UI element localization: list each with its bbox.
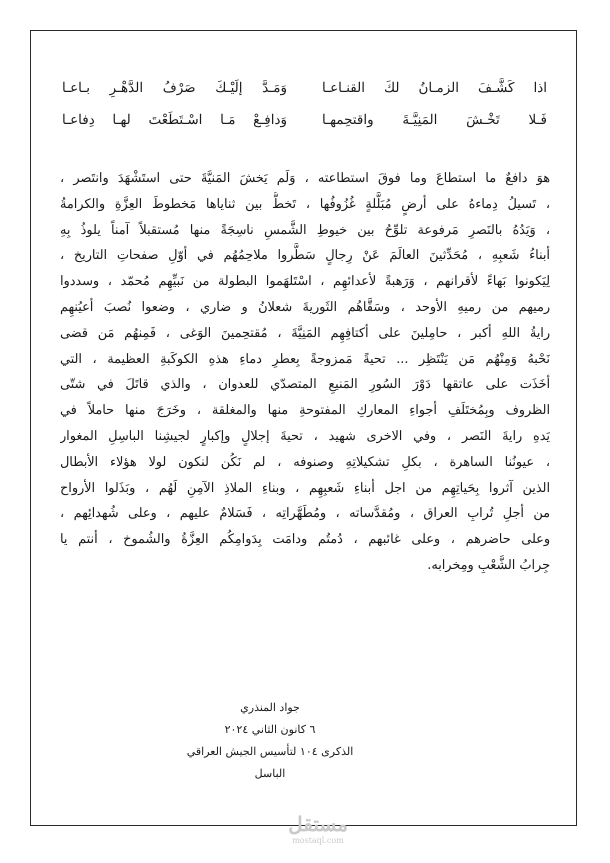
signature-block: [180, 697, 360, 780]
author-name: جواد المنذري: [240, 701, 300, 714]
body-line: أخَذَت على عاتقها دَوْرَ السُورِ المَنيعِ المتصدّي للعدوان ، والذي قاتَلَ في شتّى: [60, 377, 550, 393]
body-line: ، تَسيلُ دِماءهُ على أرضٍ مُبَلَّلةٍ غُزُوفُها ، تَخطُّ بين ثناياها مَخطوطَ العِزَّةِ والكرامةُ: [60, 196, 550, 212]
poem-line: [62, 104, 547, 136]
poem-verses: [62, 72, 547, 136]
body-line: جِرابُ الشَّعْبِ ومِخرابه.: [427, 557, 550, 573]
watermark: [258, 812, 378, 852]
poem-first-hemistich: اذا كَشَّـفَ الزمـانُ لكَ القنـاعـا: [322, 80, 547, 96]
body-text: [60, 166, 550, 579]
body-line: لِيَكونوا بَهاءً لأقرانهم ، وَرَهبةً لأعدائهِم ، اسْتَلهَموا البطولة من نَبيِّهِم مُحمّد ، وسددوا: [60, 274, 550, 290]
body-line: نَحْبهُ وَمِنْهُم مَن يَنْتَظِر ... تحيةً مَمزوجةً بِعطرِ دماءِ هذهِ الكوكَبةِ العظيمة ، التي: [60, 351, 550, 367]
poem-second-hemistich: وَدافِـعْ مَـا اسْـتَطَعْتَ لهـا دِفاعـا: [62, 112, 287, 128]
body-line: وعلى حاضرهم ، وعلى غائبهم ، دُمتُم ودامَت بِدَوامِكُم العِزَّةُ والشُموخ ، أنتم يا: [60, 532, 550, 548]
occasion-line: الذكرى ١٠٤ لتأسيس الجيش العراقي الباسل: [186, 745, 354, 780]
body-line: الظروف وبِمُختَلَفِ أجواءِ المعاركِ المفتوحةِ منها والمغلقة ، وخَرَجَ منها حاملاً في: [60, 403, 550, 419]
poem-second-hemistich: وَمَـدَّ إلَيْـكَ صَرْفُ الدَّهْـرِ بـاعـا: [62, 80, 287, 96]
date-line: ٦ كانون الثاني ٢٠٢٤: [224, 723, 316, 736]
poem-line: [62, 72, 547, 104]
poem-first-hemistich: فَـلا تَخْـشَ المَنِيَّـةَ واقتحِمهـا: [322, 112, 547, 128]
body-line: هوَ دافعٌ ما استطاعَ وما فوقَ استطاعته ، وَلَم يَخشَ المَنيَّةَ حتى استَشْهَدَ وانتَصر ،: [60, 171, 550, 186]
body-line: ، عيونُنا الساهرة ، بكلِ تشكيلاتِهِ وصنوفه ، لم نَكُن لنكون لولا هؤلاء الأبطال: [60, 454, 550, 470]
body-line: رميهم من رميهِ الأوحد ، وسَقَّاهُم الثَوريةَ شعلانُ و ضاري ، وضعوا نُصبَ أعيُنهِم: [60, 299, 550, 315]
body-line: أبناءُ شَعبِهِ ، مُحَدِّثينَ العالَمَ عَنْ رِجالٍ سَطَّروا ملاحِمُهُم في أوّلِ صفحاتِ التاريخ ،: [60, 248, 550, 264]
watermark-brand: مستقل: [288, 812, 348, 836]
body-line: ، وَيَدُهُ بالنَصرِ مَرفوعة تلوِّحُ بين خيوطِ الشَّمسِ ناسِجَةً منها مُستقبلاً آمناً يلوذُ بِهِ: [60, 222, 550, 238]
body-line: رايةُ اللهِ أكبر ، حامِلينَ على أكتافِهِم المَنِيَّةَ ، مُقتحِمينَ الوَغى ، فَمِنهُم مَن قضى: [60, 325, 550, 341]
body-line: الذين آثروا بِحَياتِهِم من اجل أبناءِ شَعبِهِم ، وبناءِ الملاذِ الآمِنِ لَهُم ، وبَذَلوا الأرواح: [60, 480, 550, 496]
body-line: يَدهِ رايةَ النَصر ، وفي الاخرى شهيد ، تحيةَ إجلالٍ وإكبارٍ لجيشِنا الباسِلِ المغوار: [60, 428, 550, 444]
body-line: من أجلِ تُرابِ العراق ، ومُقدَّساته ، ومُطَهَّراتِه ، فَسَلامٌ عليهم ، وعلى شُهدائِهم ،: [60, 506, 550, 522]
watermark-url: mostaql.com: [292, 836, 344, 845]
